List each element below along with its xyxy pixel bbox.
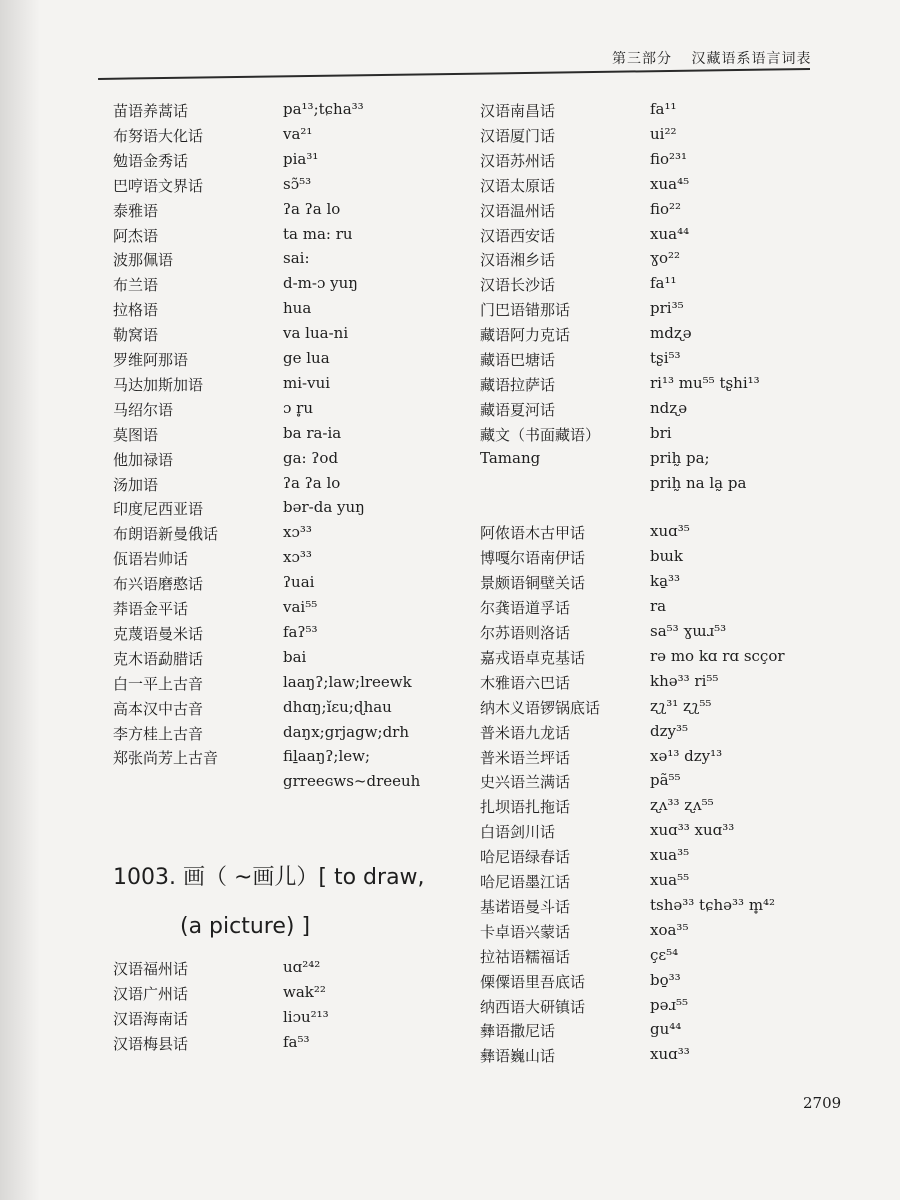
word-form: bər-da yuŋ xyxy=(283,498,365,517)
language-name: 尔龚语道孚话 xyxy=(480,599,571,618)
word-form: khə³³ ri⁵⁵ xyxy=(650,671,719,690)
language-name: 汉语海南话 xyxy=(113,1009,189,1028)
page-binding-shadow xyxy=(0,0,40,1200)
language-name: 哈尼语墨江话 xyxy=(480,873,571,891)
language-name: 扎坝语扎拖话 xyxy=(480,798,571,817)
language-name: 门巴语错那话 xyxy=(480,301,571,320)
word-form: ge lua xyxy=(283,349,330,367)
language-name: 纳木义语锣锅底话 xyxy=(480,698,601,717)
language-name: 莫图语 xyxy=(113,425,159,444)
word-form: ndʐə xyxy=(650,398,688,417)
word-form: ga: ʔod xyxy=(283,448,339,467)
language-name: 波那佩语 xyxy=(113,251,174,270)
language-name: 阿侬语木古甲话 xyxy=(480,524,586,543)
language-name: 佤语岩帅话 xyxy=(113,550,189,569)
word-form: ta ma: ru xyxy=(283,224,353,243)
word-form: prih̰ na la̰ pa xyxy=(650,473,747,492)
language-name: 景颇语铜壁关话 xyxy=(480,574,586,593)
language-name: 彝语巍山话 xyxy=(480,1047,556,1066)
word-form: daŋx;grjagw;drh xyxy=(283,722,410,741)
word-form: grreeɢws~dreeuh xyxy=(283,772,421,791)
word-form: ka̱³³ xyxy=(650,572,681,591)
language-name: 藏语拉萨话 xyxy=(480,375,556,394)
word-form: ʐʌ³³ ʐʌ⁵⁵ xyxy=(650,796,714,815)
language-name: 木雅语六巴话 xyxy=(480,673,571,692)
word-form: mdʐə xyxy=(650,324,692,343)
language-name: 博嘎尔语南伊话 xyxy=(480,549,586,568)
language-name: 布努语大化话 xyxy=(113,126,204,145)
word-form: xoa³⁵ xyxy=(650,920,689,939)
language-name: 马绍尔语 xyxy=(113,400,174,419)
language-name: 傈僳语里吾底话 xyxy=(480,972,586,991)
language-name: 彝语撒尼话 xyxy=(480,1022,556,1041)
language-name: 汉语长沙话 xyxy=(480,276,556,295)
word-form: fio²³¹ xyxy=(650,149,688,168)
word-form: sɔ̃⁵³ xyxy=(283,174,312,193)
word-form: faʔ⁵³ xyxy=(283,622,318,641)
word-form: fa¹¹ xyxy=(650,274,677,293)
word-form: ri¹³ mu⁵⁵ tʂhi¹³ xyxy=(650,373,760,392)
word-form: liɔu²¹³ xyxy=(283,1007,329,1026)
word-form: pã⁵⁵ xyxy=(650,771,681,790)
language-name: 汉语福州话 xyxy=(113,960,189,978)
word-form: bai xyxy=(283,647,307,666)
word-form: pəɹ⁵⁵ xyxy=(650,995,689,1014)
word-form: fa⁵³ xyxy=(283,1032,310,1051)
language-name: 泰雅语 xyxy=(113,201,159,220)
language-name: Tamang xyxy=(480,448,541,467)
word-form: ba ra-ia xyxy=(283,423,342,442)
word-form: ʔa ʔa lo xyxy=(283,473,341,492)
language-name: 白语剑川话 xyxy=(480,823,556,842)
word-form: xə¹³ dzy¹³ xyxy=(650,746,723,765)
language-name: 藏语夏河话 xyxy=(480,400,556,419)
word-form: sai: xyxy=(283,249,310,268)
language-name: 卡卓语兴蒙话 xyxy=(480,922,571,941)
language-name: 苗语养蒿话 xyxy=(113,102,189,120)
language-name: 汉语西安话 xyxy=(480,226,556,245)
word-form: wak²² xyxy=(283,982,326,1001)
language-name: 布朗语新曼俄话 xyxy=(113,525,219,544)
language-name: 汉语梅县话 xyxy=(113,1034,189,1053)
language-name: 汉语湘乡话 xyxy=(480,251,556,270)
language-name: 汉语厦门话 xyxy=(480,126,556,145)
language-name: 汤加语 xyxy=(113,475,159,494)
word-form: vai⁵⁵ xyxy=(283,598,318,616)
language-name: 基诺语曼斗话 xyxy=(480,897,571,916)
language-name: 汉语广州话 xyxy=(113,984,189,1003)
language-name: 尔苏语则洛话 xyxy=(480,624,571,642)
language-name: 他加禄语 xyxy=(113,450,174,469)
word-form: xuɑ³³ xyxy=(650,1045,690,1064)
language-name: 印度尼西亚语 xyxy=(113,500,204,519)
language-name: 巴哼语文界话 xyxy=(113,176,204,195)
word-form: tshə³³ tɕhə³³ m̥⁴² xyxy=(650,895,776,914)
word-form: rə mo kɑ rɑ scçor xyxy=(650,646,785,665)
word-form: ɔ r̥u xyxy=(283,398,313,417)
language-name: 白一平上古音 xyxy=(113,674,204,693)
word-form: va lua-ni xyxy=(283,324,349,343)
word-form: bo̱³³ xyxy=(650,970,681,989)
word-form: fiḻaaŋʔ;lew; xyxy=(283,747,371,766)
language-name: 阿杰语 xyxy=(113,226,159,245)
word-form: dhɑŋ;ĭɛu;ɖhau xyxy=(283,697,392,716)
word-form: ʔuai xyxy=(283,573,315,592)
word-form: xua³⁵ xyxy=(650,846,690,865)
entry-heading-line2: (a picture) ] xyxy=(180,914,311,939)
word-form: pa¹³;tɕha³³ xyxy=(283,100,364,118)
word-form: ui²² xyxy=(650,124,677,143)
language-name: 汉语苏州话 xyxy=(480,151,556,170)
language-name: 高本汉中古音 xyxy=(113,699,204,718)
language-name: 汉语太原话 xyxy=(480,176,556,195)
language-name: 哈尼语绿春话 xyxy=(480,848,571,867)
language-name: 克木语勐腊话 xyxy=(113,649,204,668)
entry-heading-line1: 1003. 画（ ~画儿）[ to draw, xyxy=(113,865,425,890)
word-form: xua⁵⁵ xyxy=(650,871,690,889)
language-name: 普米语九龙话 xyxy=(480,723,571,742)
word-form: dzy³⁵ xyxy=(650,721,689,740)
word-form: fio²² xyxy=(650,199,682,218)
language-name: 藏语巴塘话 xyxy=(480,351,556,369)
word-form: fa¹¹ xyxy=(650,100,677,118)
word-form: ra xyxy=(650,597,667,616)
word-form: tʂi⁵³ xyxy=(650,349,681,367)
language-name: 勉语金秀话 xyxy=(113,151,189,170)
language-name: 汉语南昌话 xyxy=(480,102,556,120)
word-form: uɑ²⁴² xyxy=(283,958,321,976)
language-name: 藏语阿力克话 xyxy=(480,326,571,345)
word-form: gu⁴⁴ xyxy=(650,1020,682,1039)
header-title: 汉藏语系语言词表 xyxy=(691,51,812,67)
word-form: xua⁴⁵ xyxy=(650,174,690,193)
word-form: d-m-ɔ yuŋ xyxy=(283,274,358,293)
word-form: laaŋʔ;law;lreewk xyxy=(283,672,412,691)
language-name: 马达加斯加语 xyxy=(113,375,204,394)
word-form: hua xyxy=(283,299,312,318)
word-form: sa⁵³ ɣɯɹ⁵³ xyxy=(650,622,727,640)
language-name: 嘉戎语卓克基话 xyxy=(480,648,586,667)
word-form: va²¹ xyxy=(283,124,313,143)
word-form: pia³¹ xyxy=(283,149,319,168)
header-rule xyxy=(98,68,810,80)
word-form: çɛ⁵⁴ xyxy=(650,945,679,964)
word-form: xuɑ³³ xuɑ³³ xyxy=(650,821,735,840)
word-form: prih̰ pa; xyxy=(650,448,710,467)
word-form: bɯk xyxy=(650,547,683,566)
language-name: 汉语温州话 xyxy=(480,201,556,220)
language-name: 李方桂上古音 xyxy=(113,724,204,743)
word-form: ʐʅ³¹ ʐʅ⁵⁵ xyxy=(650,696,712,715)
language-name: 莽语金平话 xyxy=(113,600,189,618)
word-form: xɔ³³ xyxy=(283,548,312,567)
word-form: pri³⁵ xyxy=(650,299,684,318)
word-form: ɣo²² xyxy=(650,249,681,268)
language-name: 藏文（书面藏语） xyxy=(480,425,601,444)
word-form: bri xyxy=(650,423,672,442)
language-name: 克蔑语曼米话 xyxy=(113,624,204,643)
header-section: 第三部分 xyxy=(612,51,672,67)
page-number: 2709 xyxy=(803,1094,842,1112)
language-name: 勒窝语 xyxy=(113,326,159,345)
running-header xyxy=(612,48,825,68)
language-name: 史兴语兰满话 xyxy=(480,773,571,792)
language-name: 布兰语 xyxy=(113,276,159,295)
word-form: ʔa ʔa lo xyxy=(283,199,341,218)
language-name: 拉祜语糯福话 xyxy=(480,947,571,966)
language-name: 布兴语磨憨话 xyxy=(113,575,204,594)
word-form: xuɑ³⁵ xyxy=(650,522,690,541)
language-name: 郑张尚芳上古音 xyxy=(113,749,219,768)
word-form: xua⁴⁴ xyxy=(650,224,690,243)
language-name: 普米语兰坪话 xyxy=(480,748,571,767)
language-name: 罗维阿那语 xyxy=(113,351,189,369)
word-form: xɔ³³ xyxy=(283,523,312,542)
word-form: mi-vui xyxy=(283,373,331,392)
language-name: 拉格语 xyxy=(113,301,159,320)
language-name: 纳西语大研镇话 xyxy=(480,997,586,1016)
